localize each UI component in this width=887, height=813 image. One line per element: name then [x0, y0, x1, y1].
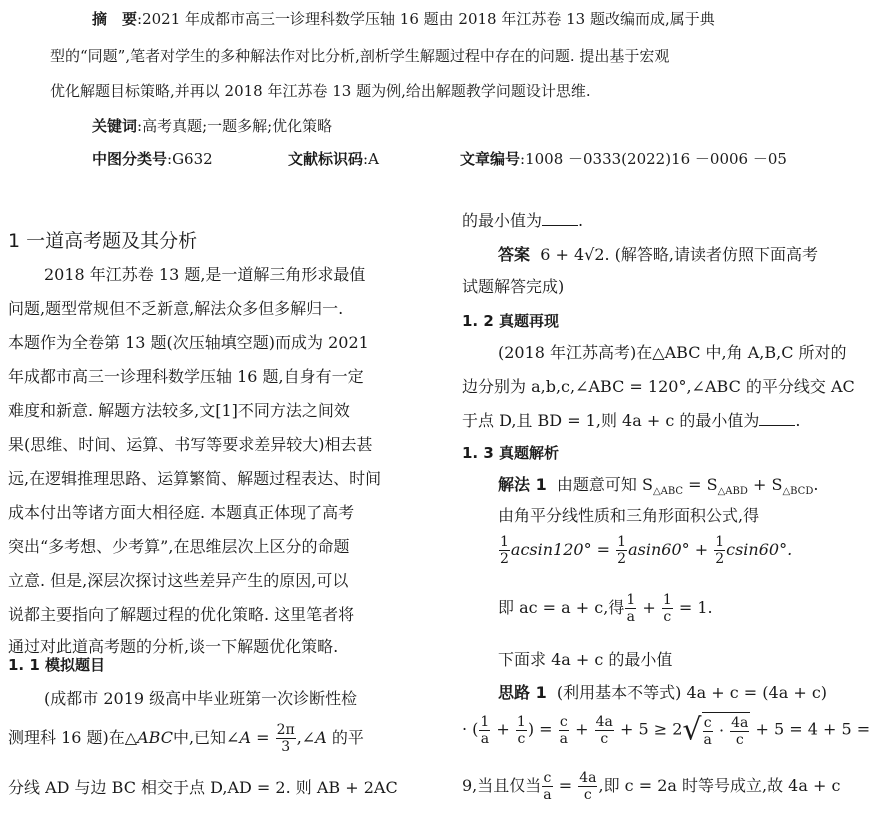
- answer-blank: [542, 213, 578, 226]
- question-line-2: 边分别为 a,b,c,∠ABC = 120°,∠ABC 的平分线交 AC: [462, 377, 855, 396]
- section-title: 1 一道高考题及其分析: [8, 230, 198, 252]
- paragraph-line: 远,在逻辑推理思路、运算繁简、解题过程表达、时间: [8, 469, 382, 488]
- simulated-problem-line-3: 分线 AD 与边 BC 相交于点 D,AD = 2. 则 AB + 2AC: [8, 778, 398, 797]
- question-line-1: (2018 年江苏高考)在△ABC 中,角 A,B,C 所对的: [498, 343, 847, 362]
- paragraph-line: 说都主要指向了解题过程的优化策略. 这里笔者将: [8, 605, 355, 624]
- paragraph-line: 成本付出等诸方面大相径庭. 本题真正体现了高考: [8, 503, 355, 522]
- keywords-value: :高考真题;一题多解;优化策略: [137, 117, 333, 135]
- abstract-line-2: 型的“同题”,笔者对学生的多种解法作对比分析,剖析学生解题过程中存在的问题. 提出基于宏观: [50, 47, 670, 65]
- paragraph-line: 本题作为全卷第 13 题(次压轴填空题)而成为 2021: [8, 333, 369, 352]
- answer-line-1: 答案 6 + 4√2. (解答略,请读者仿照下面高考: [498, 245, 819, 264]
- keywords: [92, 115, 332, 136]
- keywords-label: 关键词: [92, 117, 138, 135]
- fraction-2pi-3: $\frac{2\pi}{3}$: [276, 722, 295, 755]
- subsection-1-3: 1. 3 真题解析: [462, 444, 560, 462]
- paragraph-line: 年成都市高三一诊理科数学压轴 16 题,自身有一定: [8, 367, 364, 386]
- abstract-line-1: 摘 要:2021 年成都市高三一诊理科数学压轴 16 题由 2018 年江苏卷 13 题改编而成,属于典: [92, 10, 715, 28]
- simulated-problem-line-1: (成都市 2019 级高中毕业班第一次诊断性检: [44, 689, 358, 708]
- minimum-line: 下面求 4a + c 的最小值: [498, 650, 673, 669]
- paragraph-line: 果(思维、时间、运算、书写等要求差异较大)相去甚: [8, 435, 373, 454]
- solution-1-line-1: 解法 1 由题意可知 $S_{\triangle ABC} = S_{\triangle ABD} + S_{\triangle BCD}$.: [498, 475, 819, 498]
- question-blank: [759, 413, 795, 426]
- article-number: 文章编号:1008 －0333(2022)16 －0006 －05: [460, 150, 787, 168]
- simulated-problem-line-2: 测理科 16 题)在△ABC中,已知∠A = $\frac{2\pi}{3}$ ,∠A 的平: [8, 722, 364, 755]
- abstract-label: 摘 要: [92, 10, 138, 28]
- paragraph-line: 难度和新意. 解题方法较多,文[1]不同方法之间效: [8, 401, 350, 420]
- answer-blank-line: 的最小值为 .: [462, 211, 584, 230]
- solution-1-line-2: 由角平分线性质和三角形面积公式,得: [498, 506, 760, 525]
- question-line-3: 于点 D,且 BD = 1,则 4a + c 的最小值为 .: [462, 411, 801, 430]
- clc-number: 中图分类号:G632: [92, 150, 213, 168]
- paragraph-line: 2018 年江苏卷 13 题,是一道解三角形求最值: [44, 265, 366, 284]
- paragraph-line: 突出“多考想、少考算”,在思维层次上区分的命题: [8, 537, 350, 556]
- sqrt-expression: √ $\frac{c}{a}$ · $\frac{4a}{c}$: [682, 712, 749, 748]
- idea-1-line: 思路 1 (利用基本不等式) 4a + c = (4a + c): [498, 683, 828, 702]
- equality-condition-line: 9,当且仅当 $\frac{c}{a}$ = $\frac{4a}{c}$ ,即 c = 2a 时等号成立,故 4a + c: [462, 770, 841, 803]
- inequality-line: · ( $\frac{1}{a}$ + $\frac{1}{c}$ ) = $\frac{c}{a}$ + $\frac{4a}{c}$ + 5 ≥ 2√ $\frac{c}{a}$ · $\frac{4a}{c}$ + 5 = 4 + 5 =: [462, 712, 871, 748]
- paragraph-line: 通过对此道高考题的分析,谈一下解题优化策略.: [8, 637, 339, 656]
- paragraph-line: 问题,题型常规但不乏新意,解法众多但多解归一.: [8, 299, 344, 318]
- answer-line-2: 试题解答完成): [462, 277, 565, 296]
- subsection-1-2: 1. 2 真题再现: [462, 312, 560, 330]
- paragraph-line: 立意. 但是,深层次探讨这些差异产生的原因,可以: [8, 571, 349, 590]
- abstract-line-3: 优化解题目标策略,并再以 2018 年江苏卷 13 题为例,给出解题教学问题设计思维.: [50, 82, 591, 100]
- document-code: 文献标识码:A: [288, 150, 379, 168]
- subsection-1-1: 1. 1 模拟题目: [8, 656, 106, 674]
- equation-ac: 即 ac = a + c,得 $\frac{1}{a}$ + $\frac{1}{c}$ = 1.: [498, 592, 713, 625]
- equation-area: $\frac{1}{2}$ acsin120° = $\frac{1}{2}$ asin60° + $\frac{1}{2}$ csin60°.: [500, 534, 793, 567]
